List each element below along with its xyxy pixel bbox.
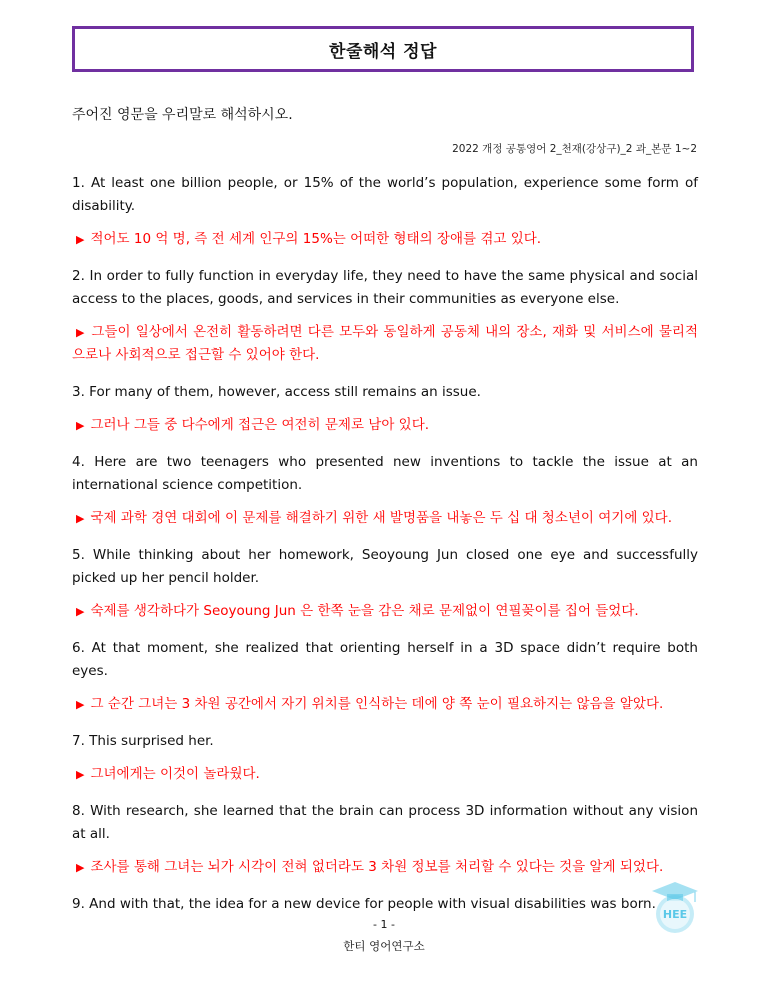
sentence-item bbox=[72, 172, 698, 251]
sentence-list bbox=[72, 172, 698, 916]
english-sentence: 5. While thinking about her homework, Seoyoung Jun closed one eye and successfully picked up her pencil holder. bbox=[72, 547, 698, 586]
sentence-item bbox=[72, 893, 698, 916]
arrow-icon: ▶ bbox=[76, 768, 85, 781]
english-sentence: 3. For many of them, however, access still remains an issue. bbox=[72, 384, 481, 400]
sentence-item bbox=[72, 730, 698, 786]
korean-answer: ▶ 그러나 그들 중 다수에게 접근은 여전히 문제로 남아 있다. bbox=[76, 417, 430, 433]
page-title: 한줄해석 정답 bbox=[329, 41, 437, 62]
sentence-item bbox=[72, 381, 698, 437]
english-sentence: 6. At that moment, she realized that orienting herself in a 3D space didn’t require both eyes. bbox=[72, 640, 698, 679]
arrow-icon: ▶ bbox=[76, 419, 85, 432]
english-sentence: 8. With research, she learned that the brain can process 3D information without any vision at all. bbox=[72, 803, 698, 842]
english-sentence: 2. In order to fully function in everyday life, they need to have the same physical and social access to the places, goods, and services in their communities as everyone else. bbox=[72, 268, 698, 307]
korean-answer: ▶ 숙제를 생각하다가 Seoyoung Jun 은 한쪽 눈을 감은 채로 문제없이 연필꽂이를 집어 들었다. bbox=[76, 603, 639, 619]
english-sentence: 7. This surprised her. bbox=[72, 733, 214, 749]
page-number: - 1 - bbox=[373, 918, 395, 931]
sentence-item bbox=[72, 451, 698, 530]
korean-answer: ▶ 그 순간 그녀는 3 차원 공간에서 자기 위치를 인식하는 데에 양 쪽 눈이 필요하지는 않음을 알았다. bbox=[76, 696, 664, 712]
instruction: 주어진 영문을 우리말로 해석하시오. bbox=[72, 107, 293, 123]
korean-answer: ▶ 그녀에게는 이것이 놀라웠다. bbox=[76, 766, 260, 782]
arrow-icon: ▶ bbox=[76, 605, 85, 618]
arrow-icon: ▶ bbox=[76, 512, 85, 525]
sentence-item bbox=[72, 544, 698, 623]
english-sentence: 1. At least one billion people, or 15% of the world’s population, experience some form of disability. bbox=[72, 175, 698, 214]
sentence-item bbox=[72, 637, 698, 716]
arrow-icon: ▶ bbox=[76, 861, 85, 874]
svg-text:HEE: HEE bbox=[662, 908, 688, 921]
english-sentence: 9. And with that, the idea for a new device for people with visual disabilities was born. bbox=[72, 896, 656, 912]
sentence-item bbox=[72, 265, 698, 367]
korean-answer: ▶ 조사를 통해 그녀는 뇌가 시각이 전혀 없더라도 3 차원 정보를 처리할 수 있다는 것을 알게 되었다. bbox=[76, 859, 664, 875]
sentence-item bbox=[72, 800, 698, 879]
korean-answer: ▶ 국제 과학 경연 대회에 이 문제를 해결하기 위한 새 발명품을 내놓은 두 십 대 청소년이 여기에 있다. bbox=[76, 510, 673, 526]
korean-answer: ▶ 적어도 10 억 명, 즉 전 세계 인구의 15%는 어떠한 형태의 장애를 겪고 있다. bbox=[76, 231, 542, 247]
arrow-icon: ▶ bbox=[76, 326, 86, 339]
arrow-icon: ▶ bbox=[76, 233, 85, 246]
source-subtitle: 2022 개정 공통영어 2_천재(강상구)_2 과_본문 1~2 bbox=[452, 143, 697, 155]
english-sentence: 4. Here are two teenagers who presented new inventions to tackle the issue at an international science competition. bbox=[72, 454, 698, 493]
korean-answer: ▶ 그들이 일상에서 온전히 활동하려면 다른 모두와 동일하게 공동체 내의 장소, 재화 및 서비스에 물리적으로나 사회적으로 접근할 수 있어야 한다. bbox=[72, 324, 698, 363]
organization-name: 한티 영어연구소 bbox=[343, 939, 425, 953]
title-box bbox=[72, 26, 694, 72]
arrow-icon: ▶ bbox=[76, 698, 85, 711]
